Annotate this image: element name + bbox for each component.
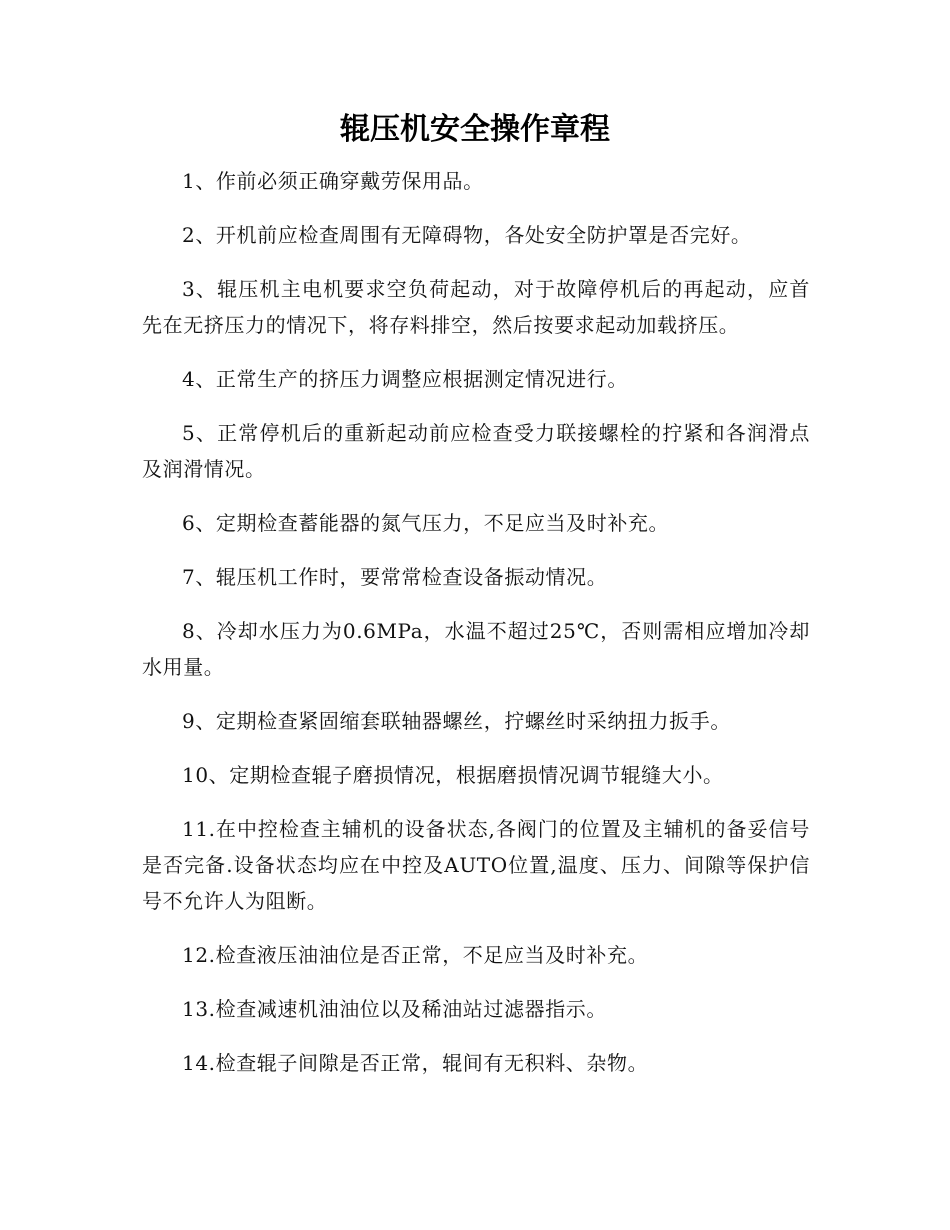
paragraph-10: 10、定期检查辊子磨损情况，根据磨损情况调节辊缝大小。 [182, 763, 724, 787]
paragraph-1: 1、作前必须正确穿戴劳保用品。 [182, 169, 484, 193]
paragraph-5: 5、正常停机后的重新起动前应检查受力联接螺栓的拧紧和各润滑点及润滑情况。 [142, 421, 810, 481]
paragraph-14: 14.检查辊子间隙是否正常，辊间有无积料、杂物。 [182, 1051, 649, 1075]
paragraph-11: 11.在中控检查主辅机的设备状态,各阀门的位置及主辅机的备妥信号是否完备.设备状态均应在中控及AUTO位置,温度、压力、间隙等保护信号不允许人为阻断。 [142, 817, 810, 913]
document-body [142, 163, 810, 1099]
paragraph-12: 12.检查液压油油位是否正常，不足应当及时补充。 [182, 943, 649, 967]
paragraph-6: 6、定期检查蓄能器的氮气压力，不足应当及时补充。 [182, 511, 670, 535]
paragraph-7: 7、辊压机工作时，要常常检查设备振动情况。 [182, 565, 608, 589]
paragraph-3: 3、辊压机主电机要求空负荷起动，对于故障停机后的再起动，应首先在无挤压力的情况下，将存料排空，然后按要求起动加载挤压。 [142, 277, 810, 337]
paragraph-4: 4、正常生产的挤压力调整应根据测定情况进行。 [182, 367, 628, 391]
paragraph-13: 13.检查减速机油油位以及稀油站过滤器指示。 [182, 997, 608, 1021]
paragraph-9: 9、定期检查紧固缩套联轴器螺丝，拧螺丝时采纳扭力扳手。 [182, 709, 731, 733]
paragraph-8: 8、冷却水压力为0.6MPa，水温不超过25℃，否则需相应增加冷却水用量。 [142, 619, 810, 679]
paragraph-2: 2、开机前应检查周围有无障碍物，各处安全防护罩是否完好。 [182, 223, 752, 247]
document-title: 辊压机安全操作章程 [340, 112, 610, 147]
